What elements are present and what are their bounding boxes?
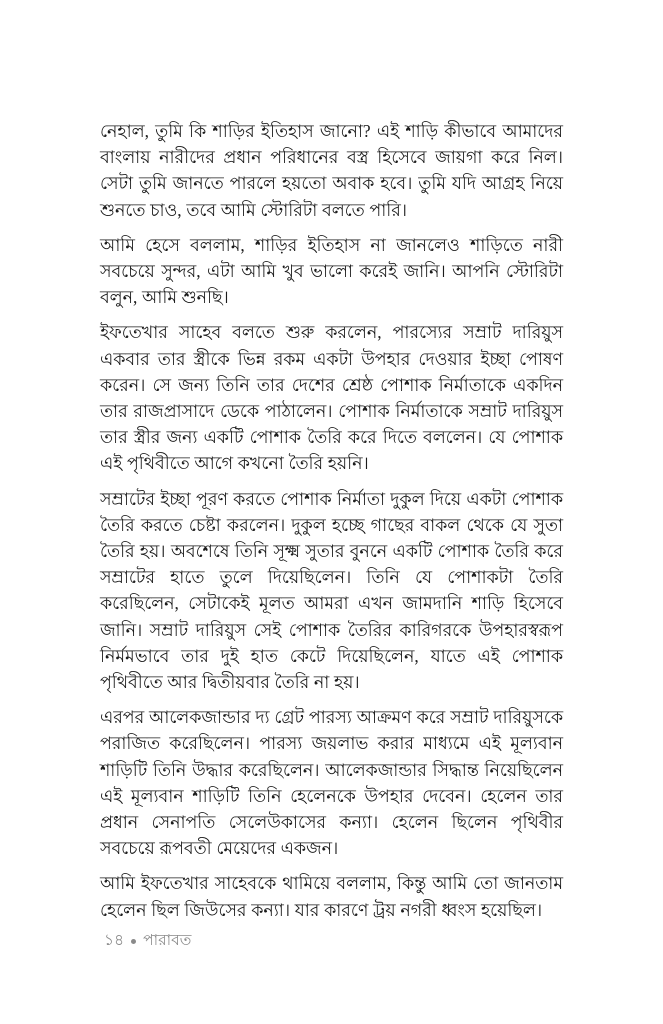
page-text-block	[100, 118, 563, 923]
paragraph: আমি হেসে বললাম, শাড়ির ইতিহাস না জানলেও শাড়িতে নারী সবচেয়ে সুন্দর, এটা আমি খুব ভালো করেই জানি। আপনি স্টোরিটা বলুন, আমি শুনছি।	[100, 234, 563, 308]
paragraph: নেহাল, তুমি কি শাড়ির ইতিহাস জানো? এই শাড়ি কীভাবে আমাদের বাংলায় নারীদের প্রধান পরিধানের বস্ত্র হিসেবে জায়গা করে নিল। সেটা তুমি জানতে পারলে হয়তো অবাক হবে। তুমি যদি আগ্রহ নিয়ে শুনতে চাও, তবে আমি স্টোরিটা বলতে পারি।	[100, 121, 563, 220]
book-title: পারাবত	[143, 932, 192, 949]
page-number: ১৪	[104, 932, 125, 949]
paragraph: এরপর আলেকজান্ডার দ্য গ্রেট পারস্য আক্রমণ করে সম্রাট দারিয়ুসকে পরাজিত করেছিলেন। পারস্য জয়লাভ করার মাধ্যমে এই মূল্যবান শাড়িটি তিনি উদ্ধার করেছিলেন। আলেকজান্ডার সিদ্ধান্ত নিয়েছিলেন এই মূল্যবান শাড়িটি তিনি হেলেনকে উপহার দেবেন। হেলেন তার প্রধান সেনাপতি সেলেউকাসের কন্যা। হেলেন ছিলেন পৃথিবীর সবচেয়ে রূপবতী মেয়েদের একজন।	[100, 707, 563, 859]
paragraph: আমি ইফতেখার সাহেবকে থামিয়ে বললাম, কিন্তু আমি তো জানতাম হেলেন ছিল জিউসের কন্যা। যার কারণে ট্রয় নগরী ধ্বংস হয়েছিল।	[100, 873, 563, 920]
page-footer	[104, 930, 191, 952]
bullet-separator-icon	[131, 939, 136, 944]
paragraph: ইফতেখার সাহেব বলতে শুরু করলেন, পারস্যের সম্রাট দারিয়ুস একবার তার স্ত্রীকে ভিন্ন রকম একটা উপহার দেওয়ার ইচ্ছা পোষণ করেন। সে জন্য তিনি তার দেশের শ্রেষ্ঠ পোশাক নির্মাতাকে একদিন তার রাজপ্রাসাদে ডেকে পাঠালেন। পোশাক নির্মাতাকে সম্রাট দারিয়ুস তার স্ত্রীর জন্য একটি পোশাক তৈরি করে দিতে বললেন। যে পোশাক এই পৃথিবীতে আগে কখনো তৈরি হয়নি।	[100, 322, 563, 474]
paragraph: সম্রাটের ইচ্ছা পূরণ করতে পোশাক নির্মাতা দুকুল দিয়ে একটা পোশাক তৈরি করতে চেষ্টা করলেন। দুকুল হচ্ছে গাছের বাকল থেকে যে সুতা তৈরি হয়। অবশেষে তিনি সূক্ষ্ম সুতার বুননে একটি পোশাক তৈরি করে সম্রাটের হাতে তুলে দিয়েছিলেন। তিনি যে পোশাকটা তৈরি করেছিলেন, সেটাকেই মূলত আমরা এখন জামদানি শাড়ি হিসেবে জানি। সম্রাট দারিয়ুস সেই পোশাক তৈরির কারিগরকে উপহারস্বরূপ নির্মমভাবে তার দুই হাত কেটে দিয়েছিলেন, যাতে এই পোশাক পৃথিবীতে আর দ্বিতীয়বার তৈরি না হয়।	[100, 488, 563, 693]
